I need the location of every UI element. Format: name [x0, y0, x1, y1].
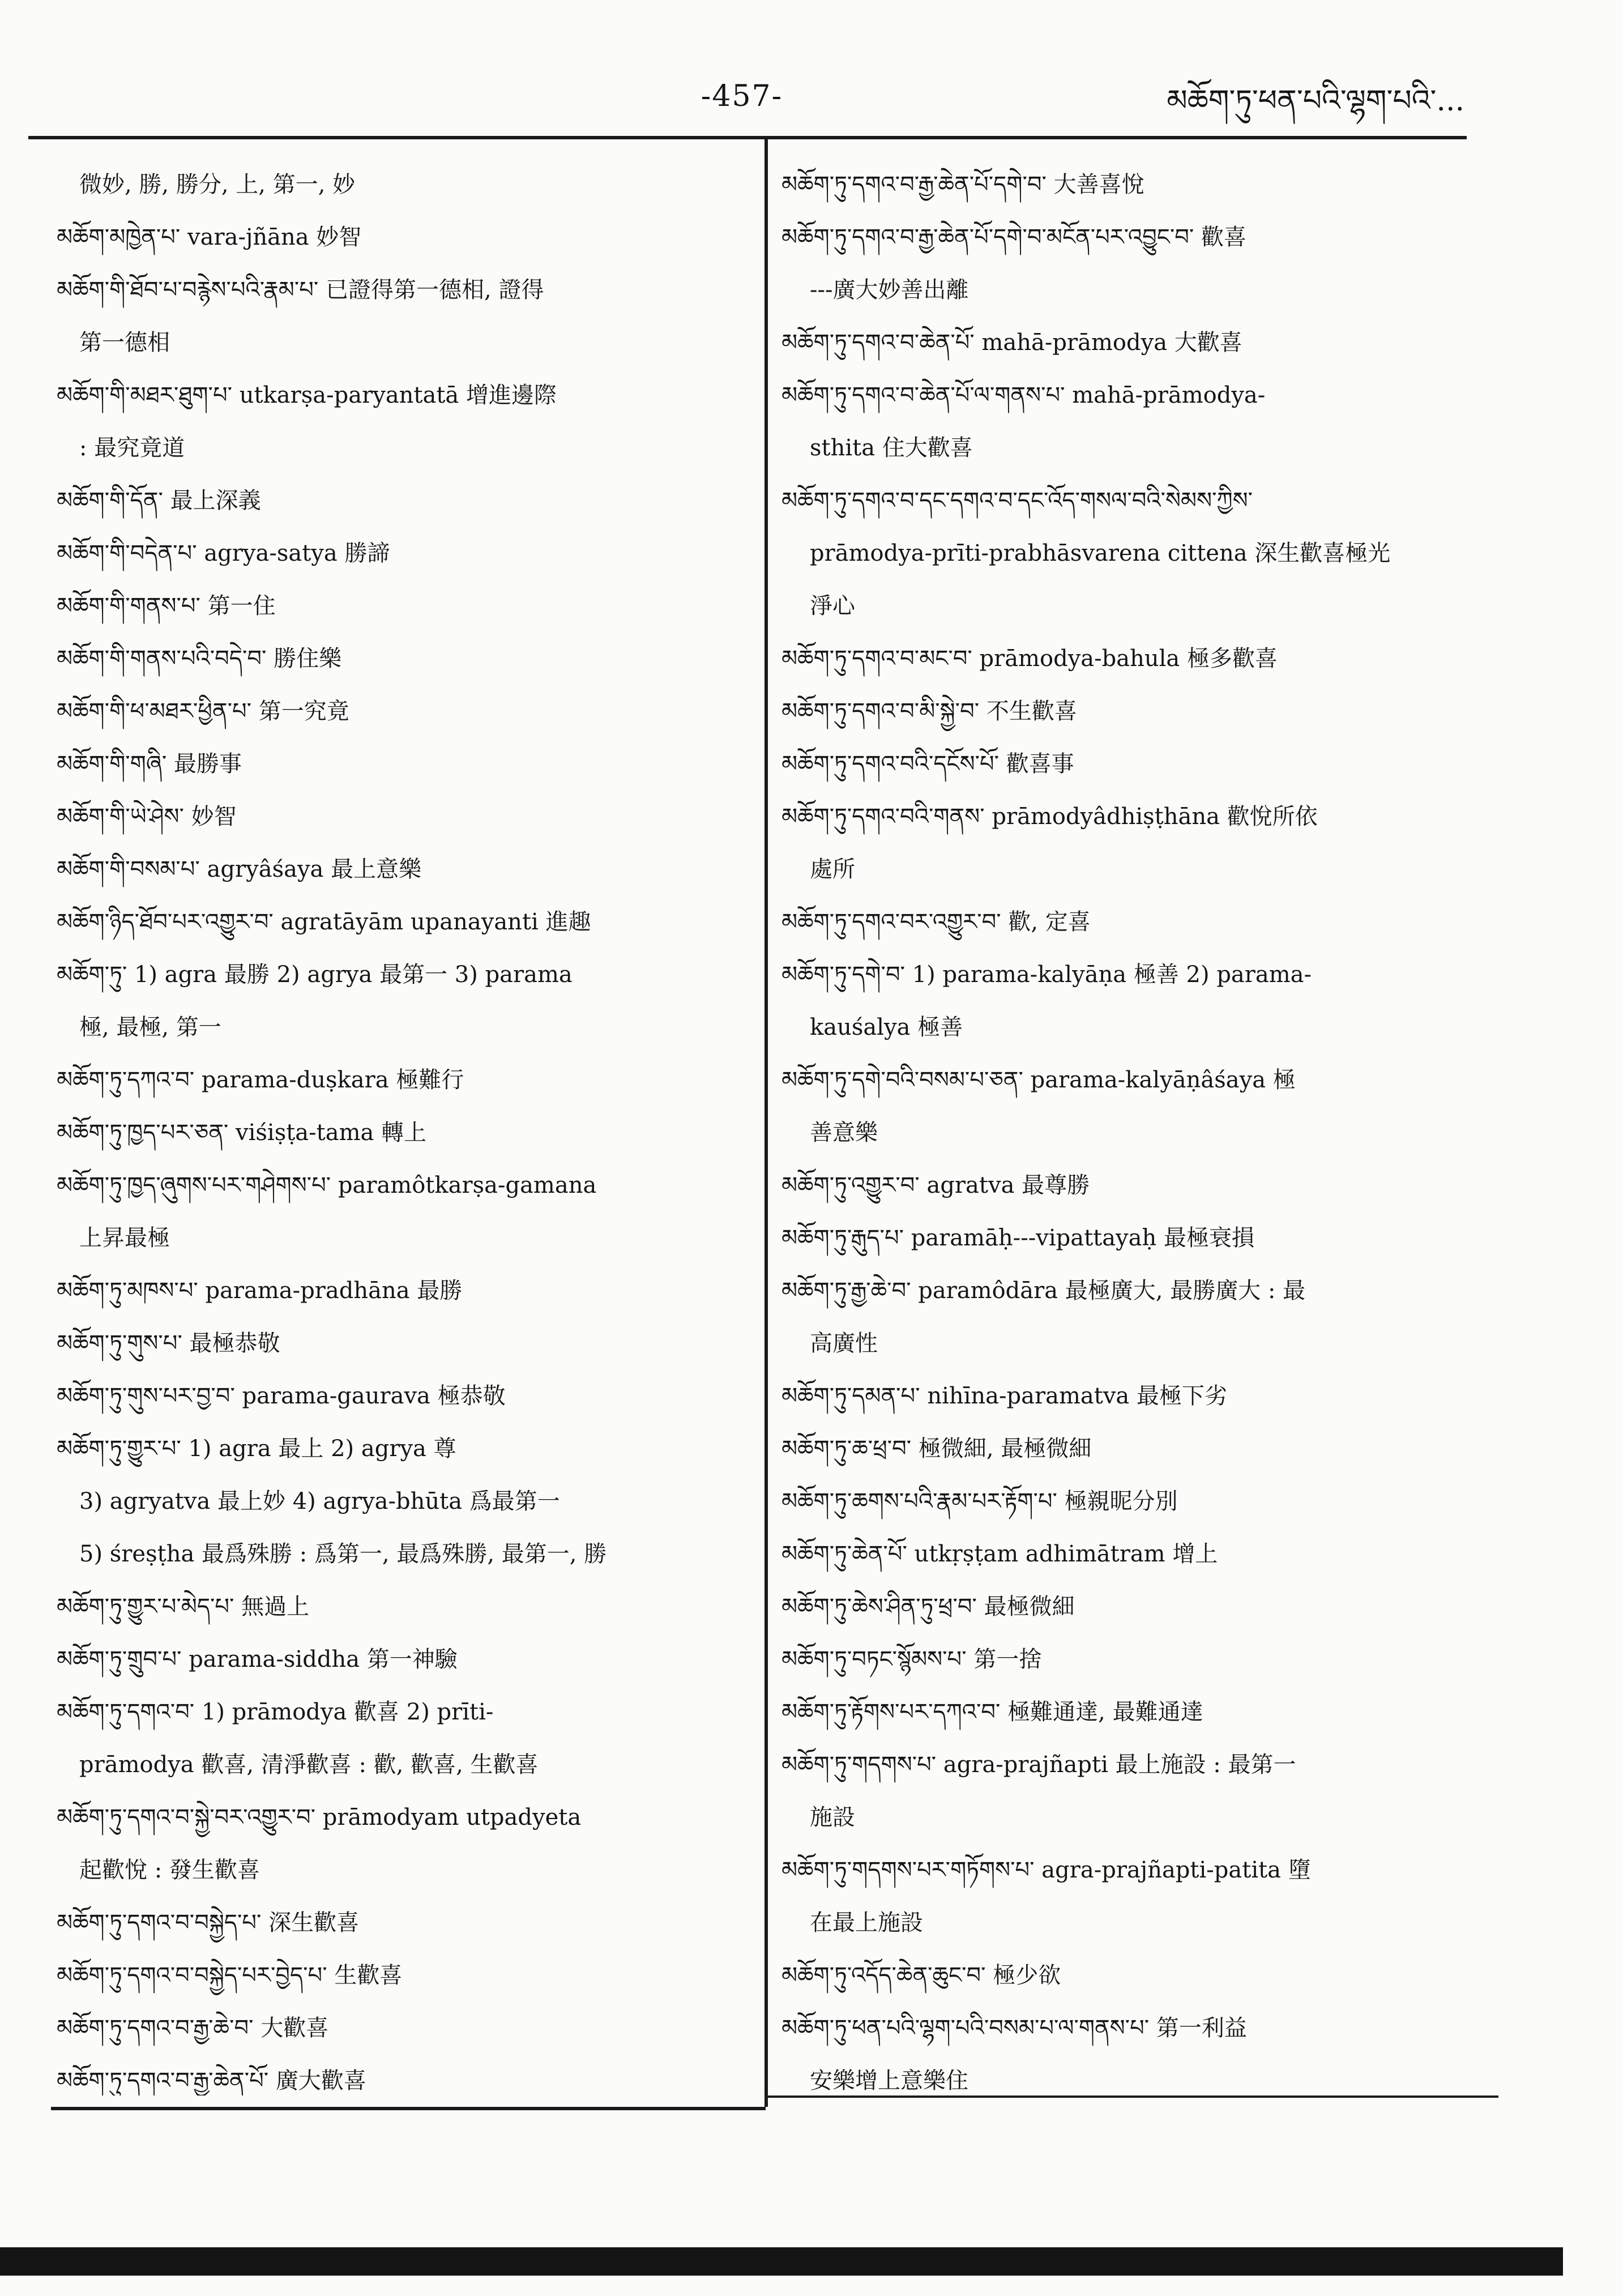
dictionary-entry: མཆོག་ཏུ་ 1) agra 最勝 2) agrya 最第一 3) parama: [57, 962, 573, 988]
dictionary-entry: མཆོག་ཏུ་དགའ་བ་རྒྱ་ཆེན་པོ་ 廣大歡喜: [57, 2068, 366, 2094]
dictionary-entry: མཆོག་ཏུ་ཁྱད་ཞུགས་པར་གཤེགས་པ་ paramôtkarṣa-gamana: [57, 1172, 597, 1198]
dictionary-entry-continuation: 5) śreṣṭha 最爲殊勝 : 爲第一, 最爲殊勝, 最第一, 勝: [79, 1541, 607, 1567]
dictionary-entry-continuation: 第一德相: [79, 330, 170, 356]
dictionary-entry: མཆོག་ཏུ་དགའ་བ་ཆེན་པོ་ mahā-prāmodya 大歡喜: [781, 330, 1242, 356]
dictionary-entry-continuation: 極, 最極, 第一: [79, 1014, 221, 1040]
dictionary-entry: མཆོག་ཏུ་དམན་པ་ nihīna-paramatva 最極下劣: [781, 1383, 1227, 1409]
dictionary-entry: མཆོག་གི་གནས་པ་ 第一住: [57, 593, 276, 619]
dictionary-entry: མཆོག་ཏུ་དགའ་བ་བསྐྱེད་པར་བྱེད་པ་ 生歡喜: [57, 1962, 403, 1988]
dictionary-entry: མཆོག་ཏུ་དགའ་བ་བསྐྱེད་པ་ 深生歡喜: [57, 1910, 360, 1936]
dictionary-entry: མཆོག་ཏུ་གདགས་པ་ agra-prajñapti 最上施設 : 最第一: [781, 1752, 1296, 1778]
dictionary-entry: མཆོག་ཏུ་མཁས་པ་ parama-pradhāna 最勝: [57, 1278, 463, 1304]
dictionary-entry-continuation: sthita 住大歡喜: [810, 435, 973, 461]
dictionary-entry: མཆོག་ཏུ་ཆ་ཕྲ་བ་ 極微細, 最極微細: [781, 1436, 1092, 1462]
dictionary-entry-continuation: 淨心: [810, 593, 855, 619]
dictionary-entry: མཆོག་ཉིད་ཐོབ་པར་འགྱུར་བ་ agratāyām upanayanti 進趣: [57, 909, 591, 935]
bottom-rule: [51, 2107, 766, 2110]
left-column: [57, 159, 736, 2096]
dictionary-entry: མཆོག་མཁྱེན་པ་ vara-jñāna 妙智: [57, 224, 362, 250]
dictionary-entry-continuation: : 最究竟道: [79, 435, 185, 461]
dictionary-entry-continuation: 起歡悅 : 發生歡喜: [79, 1857, 260, 1883]
dictionary-entry: མཆོག་ཏུ་བཏང་སྙོམས་པ་ 第一捨: [781, 1646, 1042, 1672]
dictionary-entry: མཆོག་ཏུ་རྟོགས་པར་དཀའ་བ་ 極難通達, 最難通達: [781, 1699, 1203, 1725]
dictionary-entry: མཆོག་གི་བདེན་པ་ agrya-satya 勝諦: [57, 540, 390, 566]
dictionary-entry: མཆོག་ཏུ་གདགས་པར་གཏོགས་པ་ agra-prajñapti-patita 墮: [781, 1857, 1311, 1883]
dictionary-entry: མཆོག་གི་ཐོབ་པ་བརྙེས་པའི་རྣམ་པ་ 已證得第一德相, 證得: [57, 277, 544, 303]
dictionary-entry: མཆོག་གི་བསམ་པ་ agryâśaya 最上意樂: [57, 856, 422, 882]
dictionary-entry: མཆོག་ཏུ་དགའ་བ་ཆེན་པོ་ལ་གནས་པ་ mahā-prāmodya-: [781, 382, 1266, 408]
dictionary-entry-continuation: 3) agryatva 最上妙 4) agrya-bhūta 爲最第一: [79, 1488, 560, 1514]
dictionary-entry: མཆོག་ཏུ་གྱུར་པ་ 1) agra 最上 2) agrya 尊: [57, 1436, 456, 1462]
dictionary-entry: མཆོག་ཏུ་དགའ་བ་མི་སྐྱེ་བ་ 不生歡喜: [781, 698, 1077, 724]
dictionary-entry: མཆོག་ཏུ་དགའ་བ་ 1) prāmodya 歡喜 2) prīti-: [57, 1699, 494, 1725]
dictionary-entry-continuation: 施設: [810, 1804, 855, 1830]
dictionary-entry: མཆོག་ཏུ་འདོད་ཆེན་ཆུང་བ་ 極少欲: [781, 1962, 1061, 1988]
dictionary-entry: མཆོག་ཏུ་ཁྱད་པར་ཅན་ viśiṣṭa-tama 轉上: [57, 1120, 427, 1146]
dictionary-entry: མཆོག་ཏུ་དགའ་བ་རྒྱ་ཆེན་པོ་དགེ་བ་མངོན་པར་འབྱུང་བ་ 歡喜: [781, 224, 1246, 250]
dictionary-entry: མཆོག་གི་ཡེ་ཤེས་ 妙智: [57, 804, 237, 830]
dictionary-entry: མཆོག་ཏུ་རྒྱ་ཆེ་བ་ paramôdāra 最極廣大, 最勝廣大 : 最: [781, 1278, 1306, 1304]
dictionary-entry: མཆོག་གི་གནས་པའི་བདེ་བ་ 勝住樂: [57, 646, 342, 672]
page-number: -457-: [701, 79, 783, 113]
dictionary-entry: མཆོག་ཏུ་དགེ་བའི་བསམ་པ་ཅན་ parama-kalyāṇâśaya 極: [781, 1067, 1296, 1093]
dictionary-entry: མཆོག་ཏུ་ཆེས་ཤིན་ཏུ་ཕྲ་བ་ 最極微細: [781, 1594, 1075, 1620]
dictionary-entry: མཆོག་ཏུ་དགའ་བའི་གནས་ prāmodyâdhiṣṭhāna 歡悅所依: [781, 804, 1318, 830]
dictionary-entry: མཆོག་གི་མཐར་ཐུག་པ་ utkarṣa-paryantatā 增進邊際: [57, 382, 557, 408]
right-bottom-rule: [768, 2096, 1498, 2098]
dictionary-entry: མཆོག་ཏུ་དགའ་བ་མང་བ་ prāmodya-bahula 極多歡喜: [781, 646, 1278, 672]
dictionary-entry-continuation: 微妙, 勝, 勝分, 上, 第一, 妙: [79, 172, 356, 198]
scan-edge-band: [0, 2247, 1563, 2276]
header-rule: [28, 136, 1467, 139]
dictionary-entry: མཆོག་ཏུ་དགའ་བར་འགྱུར་བ་ 歡, 定喜: [781, 909, 1091, 935]
dictionary-entry-continuation: 處所: [810, 856, 855, 882]
dictionary-entry: མཆོག་ཏུ་དཀའ་བ་ parama-duṣkara 極難行: [57, 1067, 464, 1093]
right-column: [781, 159, 1489, 2096]
dictionary-entry: མཆོག་གི་གཞི་ 最勝事: [57, 751, 242, 777]
dictionary-entry-continuation: kauśalya 極善: [810, 1014, 963, 1040]
dictionary-entry: མཆོག་ཏུ་དགེ་བ་ 1) parama-kalyāṇa 極善 2) parama-: [781, 962, 1312, 988]
dictionary-entry: མཆོག་ཏུ་གུས་པ་ 最極恭敬: [57, 1330, 280, 1356]
dictionary-entry: མཆོག་ཏུ་དགའ་བ་རྒྱ་ཆེ་བ་ 大歡喜: [57, 2015, 329, 2041]
dictionary-entry-continuation: ---廣大妙善出離: [810, 277, 969, 303]
dictionary-entry-continuation: 在最上施設: [810, 1910, 923, 1936]
dictionary-entry: མཆོག་གི་དོན་ 最上深義: [57, 488, 261, 514]
dictionary-entry: མཆོག་ཏུ་དགའ་བ་སྐྱེ་བར་འགྱུར་བ་ prāmodyam utpadyeta: [57, 1804, 582, 1830]
dictionary-entry: མཆོག་གི་ཕ་མཐར་ཕྱིན་པ་ 第一究竟: [57, 698, 349, 724]
dictionary-entry: མཆོག་ཏུ་གྱུར་པ་མེད་པ་ 無過上: [57, 1594, 310, 1620]
dictionary-entry: མཆོག་ཏུ་དགའ་བ་རྒྱ་ཆེན་པོ་དགེ་བ་ 大善喜悅: [781, 172, 1144, 198]
dictionary-entry-continuation: 上昇最極: [79, 1225, 170, 1251]
running-head: མཆོག་ཏུ་ཕན་པའི་ལྷག་པའི་...: [1167, 84, 1464, 118]
dictionary-entry: མཆོག་ཏུ་གུས་པར་བྱ་བ་ parama-gaurava 極恭敬: [57, 1383, 506, 1409]
dictionary-entry-continuation: prāmodya-prīti-prabhāsvarena cittena 深生歡喜極光: [810, 540, 1391, 566]
dictionary-entry: མཆོག་ཏུ་ཆེན་པོ་ utkṛṣṭam adhimātram 增上: [781, 1541, 1218, 1567]
dictionary-entry: མཆོག་ཏུ་རྒུད་པ་ paramāḥ---vipattayaḥ 最極衰損: [781, 1225, 1254, 1251]
dictionary-entry: མཆོག་ཏུ་འགྱུར་བ་ agratva 最尊勝: [781, 1172, 1090, 1198]
dictionary-entry-continuation: 高廣性: [810, 1330, 878, 1356]
dictionary-entry-continuation: prāmodya 歡喜, 清淨歡喜 : 歡, 歡喜, 生歡喜: [79, 1752, 539, 1778]
dictionary-entry-continuation: 安樂增上意樂住: [810, 2068, 968, 2094]
dictionary-entry: མཆོག་ཏུ་དགའ་བའི་དངོས་པོ་ 歡喜事: [781, 751, 1074, 777]
dictionary-entry: མཆོག་ཏུ་གྲུབ་པ་ parama-siddha 第一神驗: [57, 1646, 458, 1672]
dictionary-entry: མཆོག་ཏུ་དགའ་བ་དང་དགའ་བ་དང་འོད་གསལ་བའི་སེམས་ཀྱིས་: [781, 488, 1253, 514]
dictionary-entry-continuation: 善意樂: [810, 1120, 878, 1146]
dictionary-entry: མཆོག་ཏུ་ཕན་པའི་ལྷག་པའི་བསམ་པ་ལ་གནས་པ་ 第一利益: [781, 2015, 1247, 2041]
column-divider: [764, 139, 768, 2107]
dictionary-entry: མཆོག་ཏུ་ཆགས་པའི་རྣམ་པར་རྟོག་པ་ 極親昵分別: [781, 1488, 1178, 1514]
